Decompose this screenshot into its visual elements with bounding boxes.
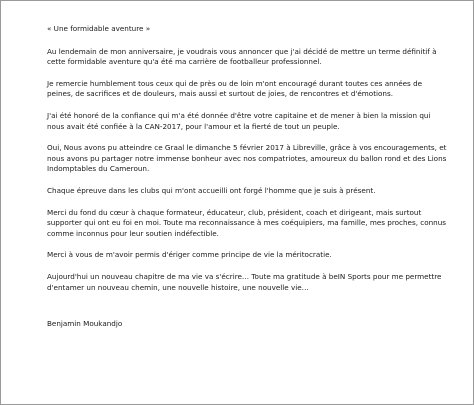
paragraph-meritocracy: Merci à vous de m'avoir permis d'ériger comme principe de vie la méritocratie. (47, 250, 332, 260)
paragraph-captaincy: J'ai été honoré de la confiance qui m'a été donnée d'être votre capitaine et de mener à bien la mission qui nous avait été confiée à la CAN-2017, pour l'amour et la fierté de tout un peuple. (47, 110, 431, 131)
paragraph-thanks-supporters: Je remercie humblement tous ceux qui de près ou de loin m'ont encouragé durant toutes ces années de peines, de sacrifices et de douleurs, mais aussi et surtout de joies, de rencontres et d'émotions. (47, 78, 423, 99)
letter-title: « Une formidable aventure » (47, 24, 151, 33)
paragraph-clubs: Chaque épreuve dans les clubs qui m'ont accueilli ont forgé l'homme que je suis à présent. (47, 185, 376, 195)
paragraph-retirement-announcement: Au lendemain de mon anniversaire, je voudrais vous annoncer que j'ai décidé de mettre un terme définitif à cette formidable aventure qu'a été ma carrière de footballeur professionnel. (47, 46, 437, 67)
paragraph-can-2017-victory: Oui, Nous avons pu atteindre ce Graal le dimanche 5 février 2017 à Libreville, grâce à vos encouragements, et nous avons pu partager notre immense bonheur avec nos compatriotes, amoureux du ballon rond et des Lions Indomptables du Cameroun. (47, 143, 447, 174)
letter-body (47, 24, 449, 341)
signature: Benjamin Moukandjo (47, 319, 123, 329)
paragraph-gratitude: Merci du fond du cœur à chaque formateur, éducateur, club, président, coach et dirigeant, mais surtout supporter qui ont eu foi en moi. Toute ma reconnaissance à mes coéquipiers, ma famille, mes proches, connus comme inconnus pour leur soutien indéfectible. (47, 207, 447, 238)
paragraph-new-chapter: Aujourd'hui un nouveau chapitre de ma vie va s'écrire… Toute ma gratitude à beIN Sports pour me permettre d'entamer un nouveau chemin, une nouvelle histoire, une nouvelle vie… (47, 271, 442, 292)
